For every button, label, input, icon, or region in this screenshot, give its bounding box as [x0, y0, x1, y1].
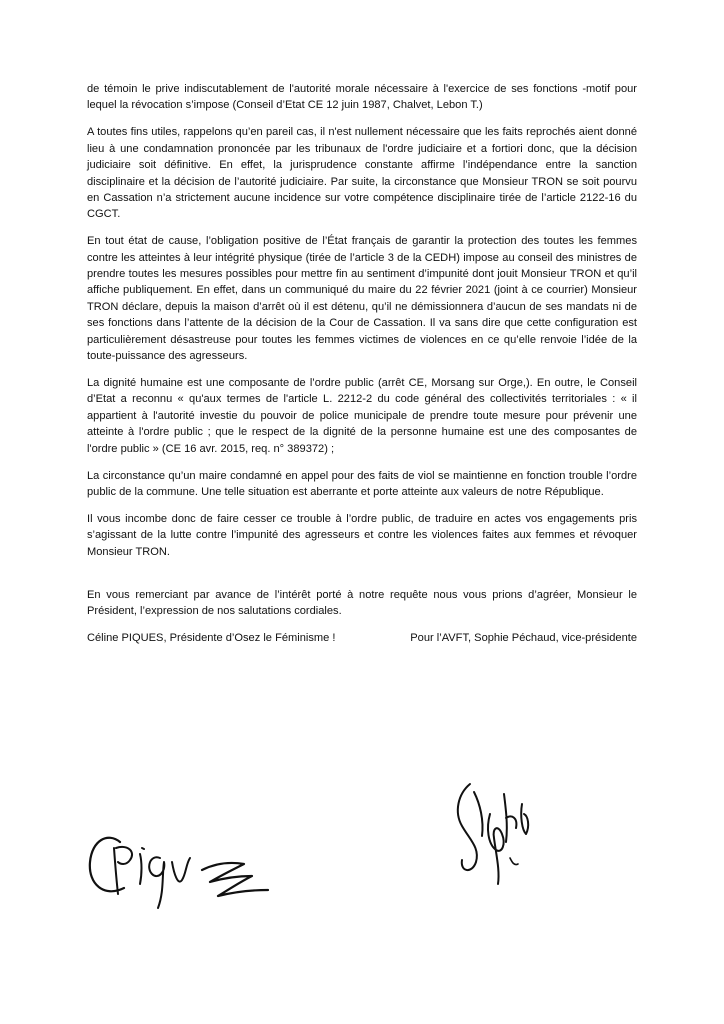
closing-formula: En vous remerciant par avance de l’intérêt porté à notre requête nous vous prions d’agréer, Monsieur le Président, l’expression de nos salutations cordiales. [87, 589, 637, 618]
paragraph-public-order: La circonstance qu’un maire condamné en appel pour des faits de viol se maintienne en fonction trouble l’ordre public de la commune. Une telle situation est aberrante et porte atteinte aux valeurs de notre République. [87, 469, 637, 498]
paragraph-human-dignity: La dignité humaine est une composante de l’ordre public (arrêt CE, Morsang sur Orge,). En outre, le Conseil d’Etat a reconnu « qu'aux termes de l'article L. 2212-2 du code général des collectivités territoriales : « il appartient à l'autorité investie du pouvoir de police municipale de prendre toute mesure pour prévenir une atteinte à l'ordre public ; que le respect de la dignité de la personne humaine est une des composantes de l'ordre public » (CE 16 avr. 2015, req. n° 389372) ; [87, 377, 637, 455]
letter-body [87, 81, 637, 647]
paragraph-state-obligation: En tout état de cause, l’obligation positive de l’État français de garantir la protection des toutes les femmes contre les atteintes à leur intégrité physique (tirée de l’article 3 de la CEDH) impose au conseil des ministres de prendre toutes les mesures possibles pour mettre fin au sentiment d’impunité dont jouit Monsieur TRON et qu’il affiche publiquement. En effet, dans un communiqué du maire du 22 février 2021 (joint à ce courrier) Monsieur TRON déclare, depuis la maison d’arrêt où il est détenu, qu’il ne démissionnera d’aucun de ses mandats ni de ses fonctions dans l’attente de la décision de la Cour de Cassation. Il va sans dire que cette configuration est particulièrement désastreuse pour toutes les femmes victimes de violences en ce qu’elle renvoie l’idée de la toute-puissance des agresseurs. [87, 235, 637, 363]
signatory-right: Pour l’AVFT, Sophie Péchaud, vice-présidente [410, 632, 637, 645]
signatory-left: Céline PIQUES, Présidente d’Osez le Féminisme ! [87, 632, 336, 645]
signature-left-icon [82, 818, 292, 918]
paragraph-revocation-motive: de témoin le prive indiscutablement de l'autorité morale nécessaire à l'exercice de ses fonctions -motif pour lequel la révocation s’impose (Conseil d’Etat CE 12 juin 1987, Chalvet, Lebon T.) [87, 83, 637, 112]
signatories-row [87, 630, 637, 646]
signature-right-icon [440, 774, 540, 894]
paragraph-judicial-independence: A toutes fins utiles, rappelons qu’en pareil cas, il n'est nullement nécessaire que les faits reprochés aient donné lieu à une condamnation prononcée par les tribunaux de l'ordre judiciaire et a fortiori donc, que la décision judiciaire soit définitive. En effet, la jurisprudence constante affirme l’indépendance entre la sanction disciplinaire et la décision de l’autorité judiciaire. Par suite, la circonstance que Monsieur TRON se soit pourvu en Cassation n’a strictement aucune incidence sur votre compétence disciplinaire tirée de l’article 2122-16 du CGCT. [87, 126, 637, 221]
paragraph-request: Il vous incombe donc de faire cesser ce trouble à l’ordre public, de traduire en actes vos engagements pris s’agissant de la lutte contre l’impunité des agresseurs et contre les violences faites aux femmes et révoquer Monsieur TRON. [87, 512, 637, 558]
